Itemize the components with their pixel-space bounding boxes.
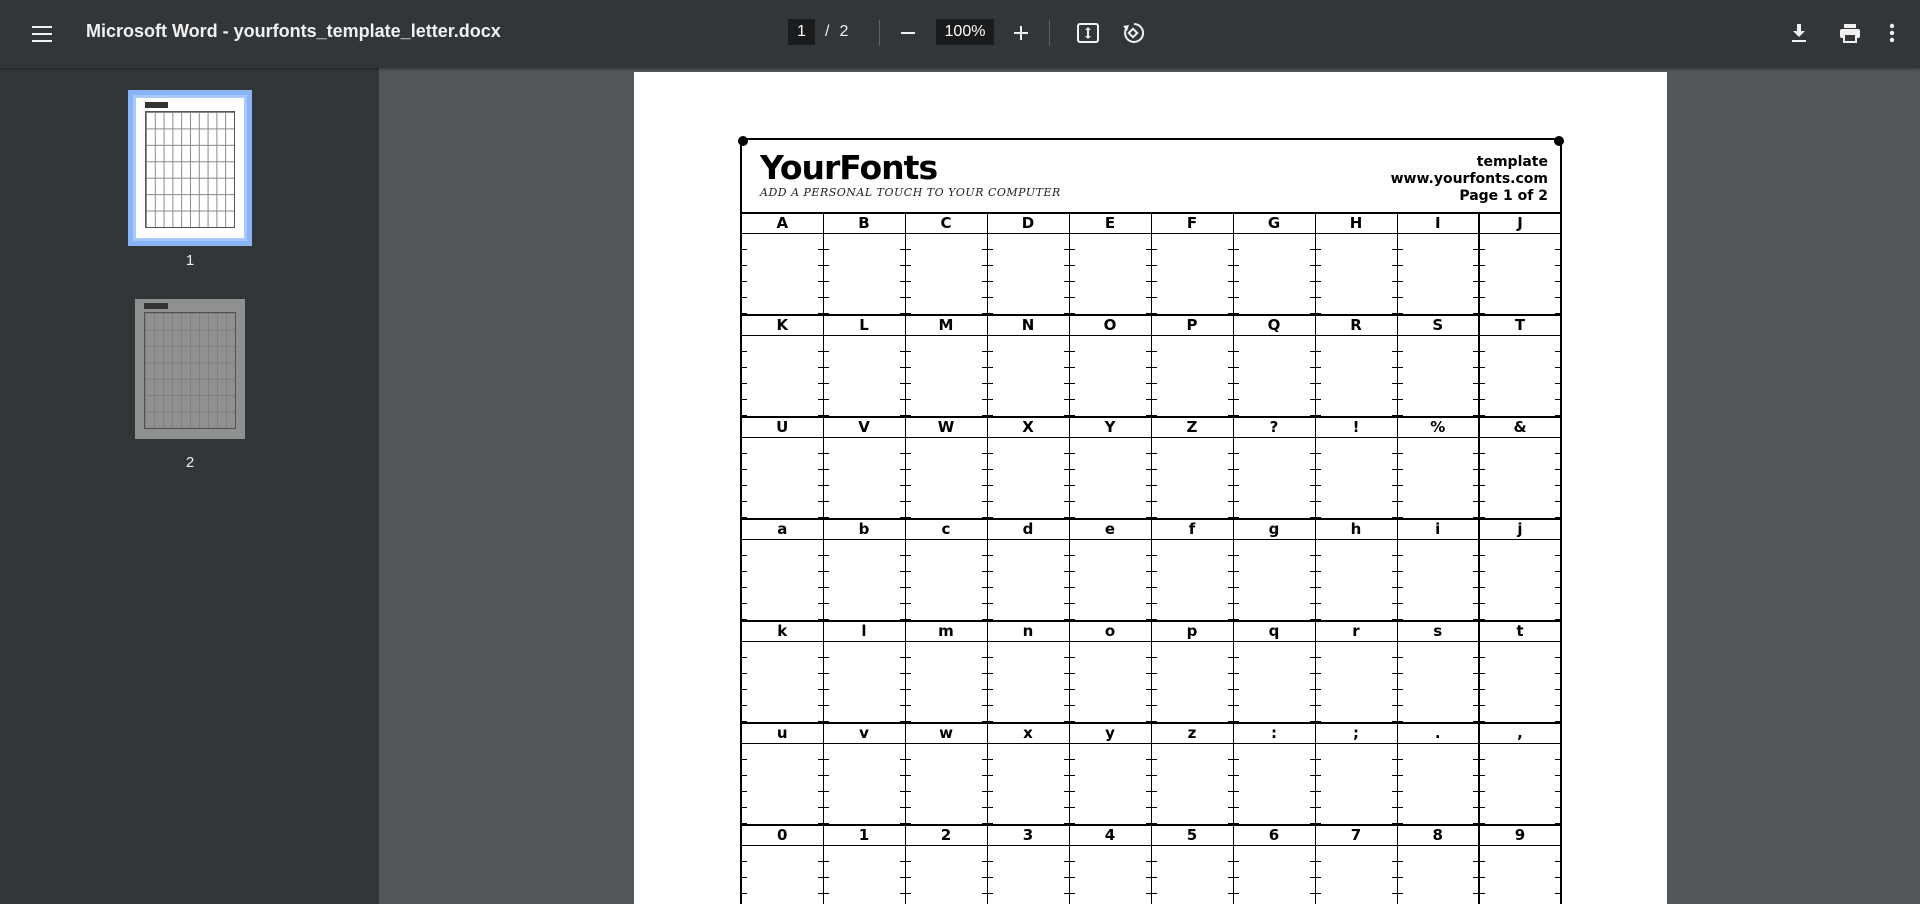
glyph-label: f <box>1151 519 1233 539</box>
glyph-writing-box <box>987 233 1069 315</box>
glyph-writing-box <box>1151 335 1233 417</box>
glyph-writing-box <box>823 743 905 825</box>
glyph-label: K <box>741 315 823 335</box>
more-vert-icon <box>1889 23 1895 43</box>
glyph-label: 8 <box>1397 825 1479 845</box>
corner-mark <box>1554 136 1564 146</box>
thumbnail-frame <box>135 299 245 439</box>
glyph-label: b <box>823 519 905 539</box>
glyph-label: R <box>1315 315 1397 335</box>
glyph-label: k <box>741 621 823 641</box>
template-url: www.yourfonts.com <box>1390 171 1548 187</box>
glyph-writing-box <box>1233 743 1315 825</box>
glyph-label: I <box>1397 213 1479 233</box>
toolbar-divider <box>1049 20 1050 46</box>
glyph-label: c <box>905 519 987 539</box>
glyph-label: H <box>1315 213 1397 233</box>
glyph-writing-box <box>987 845 1069 904</box>
glyph-writing-box <box>1479 233 1561 315</box>
glyph-label: 6 <box>1233 825 1315 845</box>
glyph-writing-box <box>905 335 987 417</box>
glyph-writing-box <box>905 233 987 315</box>
glyph-writing-box <box>1397 437 1479 519</box>
toolbar-divider <box>879 20 880 46</box>
glyph-label: P <box>1151 315 1233 335</box>
glyph-writing-box <box>823 641 905 723</box>
glyph-label: p <box>1151 621 1233 641</box>
glyph-label: % <box>1397 417 1479 437</box>
font-template <box>740 138 1562 904</box>
glyph-writing-box <box>1479 437 1561 519</box>
glyph-writing-box <box>741 743 823 825</box>
glyph-writing-box <box>1069 641 1151 723</box>
glyph-writing-box <box>987 641 1069 723</box>
glyph-writing-box <box>1151 641 1233 723</box>
thumbnail-frame <box>128 90 252 246</box>
corner-mark <box>738 136 748 146</box>
glyph-label: o <box>1069 621 1151 641</box>
glyph-writing-box <box>1479 641 1561 723</box>
glyph-label: w <box>905 723 987 743</box>
glyph-writing-box <box>1151 437 1233 519</box>
glyph-writing-box <box>1315 437 1397 519</box>
glyph-label: 9 <box>1479 825 1561 845</box>
glyph-label: G <box>1233 213 1315 233</box>
glyph-label: n <box>987 621 1069 641</box>
glyph-writing-box <box>1479 335 1561 417</box>
glyph-writing-box <box>741 233 823 315</box>
glyph-label: E <box>1069 213 1151 233</box>
thumbnail-image <box>135 299 245 439</box>
glyph-label: 2 <box>905 825 987 845</box>
glyph-writing-box <box>1397 641 1479 723</box>
glyph-writing-box <box>823 539 905 621</box>
glyph-writing-box <box>823 437 905 519</box>
glyph-label: 5 <box>1151 825 1233 845</box>
glyph-label-row <box>741 315 1561 335</box>
document-viewer[interactable] <box>379 68 1920 904</box>
glyph-label: D <box>987 213 1069 233</box>
fit-page-icon <box>1076 22 1100 44</box>
glyph-label: e <box>1069 519 1151 539</box>
glyph-writing-box <box>1397 845 1479 904</box>
glyph-label: 0 <box>741 825 823 845</box>
glyph-label: U <box>741 417 823 437</box>
glyph-label: d <box>987 519 1069 539</box>
glyph-label: x <box>987 723 1069 743</box>
glyph-label: y <box>1069 723 1151 743</box>
glyph-label: t <box>1479 621 1561 641</box>
glyph-label: . <box>1397 723 1479 743</box>
glyph-label: v <box>823 723 905 743</box>
glyph-label-row <box>741 621 1561 641</box>
glyph-label: T <box>1479 315 1561 335</box>
glyph-label: C <box>905 213 987 233</box>
glyph-writing-box <box>823 335 905 417</box>
zoom-input[interactable] <box>936 19 994 45</box>
glyph-label: N <box>987 315 1069 335</box>
glyph-writing-box <box>1151 233 1233 315</box>
glyph-label: F <box>1151 213 1233 233</box>
template-label: template <box>1476 154 1548 170</box>
glyph-label: q <box>1233 621 1315 641</box>
glyph-label: , <box>1479 723 1561 743</box>
glyph-grid <box>740 212 1562 904</box>
glyph-writing-box <box>741 539 823 621</box>
rotate-icon <box>1121 21 1145 45</box>
glyph-writing-box <box>1479 743 1561 825</box>
glyph-label: & <box>1479 417 1561 437</box>
glyph-writing-box <box>905 539 987 621</box>
glyph-label: 4 <box>1069 825 1151 845</box>
glyph-writing-box <box>905 437 987 519</box>
glyph-writing-box <box>1233 437 1315 519</box>
glyph-label: A <box>741 213 823 233</box>
glyph-label: u <box>741 723 823 743</box>
more-options-button[interactable] <box>1873 14 1911 52</box>
page-number-input[interactable] <box>788 19 815 45</box>
glyph-label-row <box>741 213 1561 233</box>
glyph-label-row <box>741 723 1561 743</box>
rotate-button[interactable] <box>1114 14 1152 52</box>
glyph-label-row <box>741 417 1561 437</box>
glyph-label: W <box>905 417 987 437</box>
glyph-label-row <box>741 519 1561 539</box>
glyph-writing-box <box>1315 233 1397 315</box>
glyph-label: Q <box>1233 315 1315 335</box>
glyph-writing-box <box>1151 743 1233 825</box>
glyph-writing-box <box>1069 539 1151 621</box>
total-pages: 2 <box>839 23 849 40</box>
thumbnail-sidebar <box>0 68 379 904</box>
glyph-writing-box <box>1069 437 1151 519</box>
glyph-writing-box <box>987 437 1069 519</box>
glyph-label: 1 <box>823 825 905 845</box>
glyph-writing-box <box>1479 539 1561 621</box>
document-page <box>634 72 1667 904</box>
glyph-label: ! <box>1315 417 1397 437</box>
glyph-label: g <box>1233 519 1315 539</box>
glyph-label: j <box>1479 519 1561 539</box>
yourfonts-logo: YourFonts <box>760 148 938 187</box>
glyph-writing-box <box>987 539 1069 621</box>
glyph-writing-box <box>1315 335 1397 417</box>
thumbnail-label: 2 <box>185 454 195 471</box>
glyph-writing-box <box>1233 641 1315 723</box>
glyph-box-row <box>741 641 1561 723</box>
glyph-writing-box <box>1397 539 1479 621</box>
page-separator: / <box>825 23 830 40</box>
glyph-writing-box <box>1397 233 1479 315</box>
glyph-label: 3 <box>987 825 1069 845</box>
zoom-in-icon <box>1013 25 1029 41</box>
glyph-label: L <box>823 315 905 335</box>
glyph-label: h <box>1315 519 1397 539</box>
logo-tagline: ADD A PERSONAL TOUCH TO YOUR COMPUTER <box>760 186 1061 199</box>
glyph-label: B <box>823 213 905 233</box>
zoom-out-button[interactable] <box>889 14 927 52</box>
glyph-writing-box <box>905 845 987 904</box>
glyph-label: X <box>987 417 1069 437</box>
glyph-label: ? <box>1233 417 1315 437</box>
zoom-in-button[interactable] <box>1002 14 1040 52</box>
glyph-writing-box <box>1069 233 1151 315</box>
glyph-writing-box <box>1233 335 1315 417</box>
glyph-writing-box <box>1315 539 1397 621</box>
glyph-writing-box <box>1479 845 1561 904</box>
glyph-box-row <box>741 437 1561 519</box>
download-icon <box>1790 23 1808 43</box>
glyph-writing-box <box>987 743 1069 825</box>
glyph-writing-box <box>741 437 823 519</box>
glyph-writing-box <box>1233 233 1315 315</box>
glyph-label: i <box>1397 519 1479 539</box>
glyph-label: s <box>1397 621 1479 641</box>
glyph-label-row <box>741 825 1561 845</box>
glyph-label: Z <box>1151 417 1233 437</box>
glyph-label: M <box>905 315 987 335</box>
menu-icon[interactable] <box>26 19 58 49</box>
glyph-writing-box <box>1233 539 1315 621</box>
download-button[interactable] <box>1780 14 1818 52</box>
pdf-toolbar <box>0 0 1920 68</box>
thumbnail-label: 1 <box>185 252 195 269</box>
glyph-writing-box <box>1069 743 1151 825</box>
glyph-writing-box <box>1151 845 1233 904</box>
glyph-label: z <box>1151 723 1233 743</box>
glyph-box-row <box>741 233 1561 315</box>
glyph-label: J <box>1479 213 1561 233</box>
print-button[interactable] <box>1831 14 1869 52</box>
glyph-writing-box <box>1397 743 1479 825</box>
glyph-writing-box <box>1315 845 1397 904</box>
glyph-label: O <box>1069 315 1151 335</box>
glyph-writing-box <box>1397 335 1479 417</box>
glyph-writing-box <box>1315 743 1397 825</box>
glyph-writing-box <box>741 641 823 723</box>
glyph-label: : <box>1233 723 1315 743</box>
zoom-out-icon <box>900 25 916 41</box>
glyph-writing-box <box>1069 335 1151 417</box>
glyph-writing-box <box>1151 539 1233 621</box>
glyph-box-row <box>741 845 1561 904</box>
template-header <box>740 138 1562 212</box>
template-page: Page 1 of 2 <box>1459 188 1548 204</box>
glyph-label: m <box>905 621 987 641</box>
glyph-writing-box <box>1069 845 1151 904</box>
glyph-box-row <box>741 743 1561 825</box>
glyph-label: l <box>823 621 905 641</box>
glyph-label: ; <box>1315 723 1397 743</box>
glyph-writing-box <box>905 743 987 825</box>
glyph-label: S <box>1397 315 1479 335</box>
page-indicator <box>788 19 848 45</box>
glyph-box-row <box>741 539 1561 621</box>
glyph-label: a <box>741 519 823 539</box>
glyph-label: 7 <box>1315 825 1397 845</box>
print-icon <box>1839 23 1861 43</box>
glyph-label: V <box>823 417 905 437</box>
glyph-label: Y <box>1069 417 1151 437</box>
glyph-writing-box <box>741 335 823 417</box>
glyph-writing-box <box>1233 845 1315 904</box>
glyph-writing-box <box>987 335 1069 417</box>
document-title: Microsoft Word - yourfonts_template_letter.docx <box>86 21 501 41</box>
glyph-writing-box <box>741 845 823 904</box>
template-info <box>1391 154 1548 205</box>
glyph-writing-box <box>1315 641 1397 723</box>
glyph-label: r <box>1315 621 1397 641</box>
thumbnail-image <box>136 98 244 238</box>
glyph-box-row <box>741 335 1561 417</box>
glyph-writing-box <box>823 845 905 904</box>
fit-page-button[interactable] <box>1069 14 1107 52</box>
glyph-writing-box <box>823 233 905 315</box>
glyph-writing-box <box>905 641 987 723</box>
